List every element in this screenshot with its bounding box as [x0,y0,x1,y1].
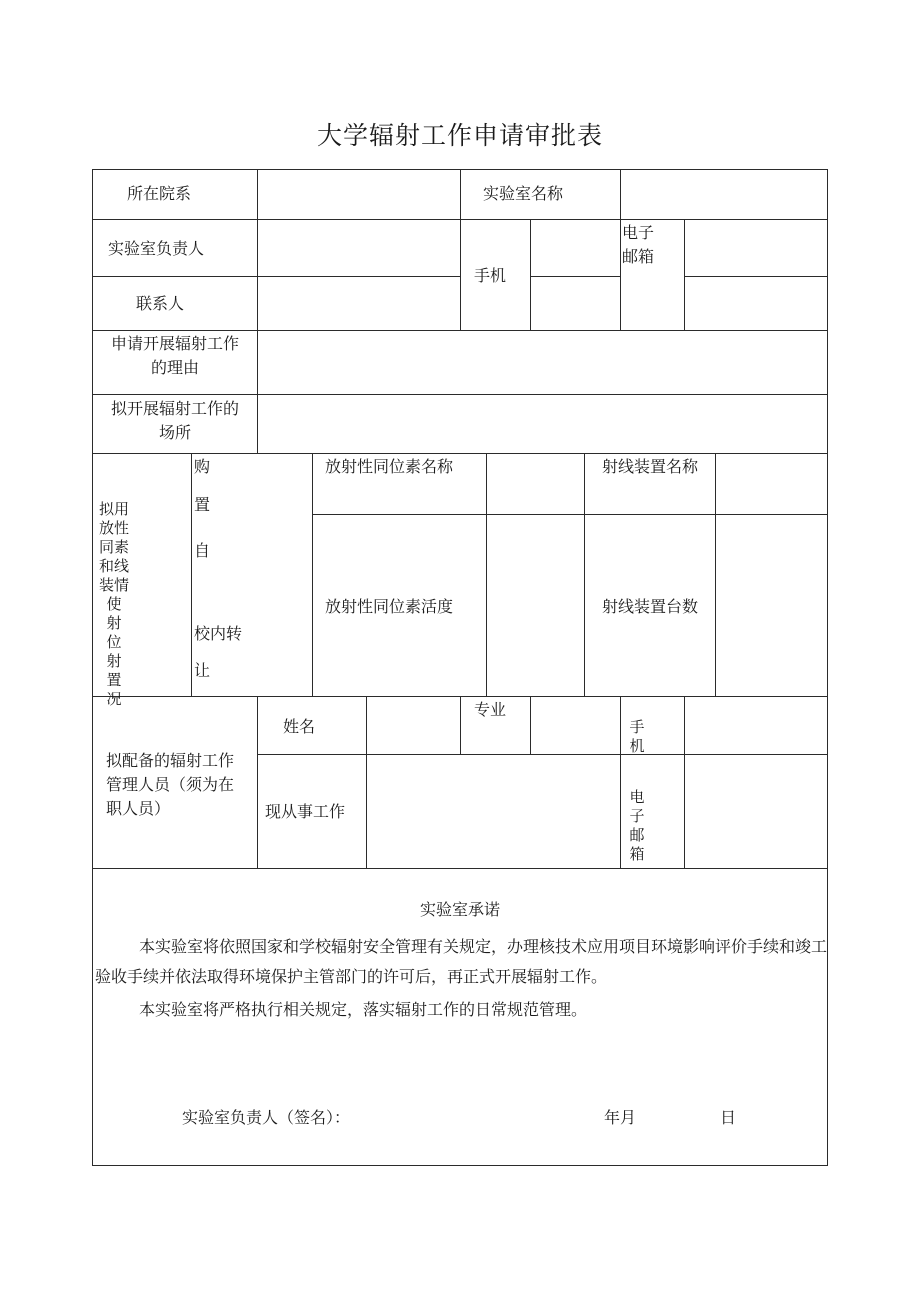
grid-line [620,169,621,331]
grid-line [191,453,192,697]
grid-line [684,276,828,277]
label-device-name: 射线装置名称 [602,457,699,476]
grid-line [92,276,461,277]
grid-line [684,219,685,331]
grid-line [312,453,313,697]
grid-line [684,696,685,869]
label-reason-line1: 申请开展辐射工作 [110,334,239,353]
label-staff-email: 电 子 邮 箱 [629,788,645,863]
pledge-year-month: 年月 [604,1108,637,1127]
pledge-paragraph-2: 本实验室将严格执行相关规定，落实辐射工作的日常规范管理。 [139,1000,588,1019]
grid-line [92,868,828,869]
grid-line [258,754,828,755]
grid-line [530,696,531,755]
grid-line [486,453,487,697]
source-transfer-1: 校内转 [194,624,243,643]
label-reason-line2: 的理由 [150,358,199,377]
grid-line [460,696,461,755]
label-lab-name: 实验室名称 [483,184,564,203]
label-isotope-name: 放射性同位素名称 [325,457,454,476]
grid-line [92,394,828,395]
label-isotope-activity: 放射性同位素活度 [325,597,454,616]
table-border-left [92,169,93,1166]
label-site-line1: 拟开展辐射工作的 [110,399,239,418]
staff-label-line3: 职人员） [106,799,171,818]
source-purchase-2: 置 [194,495,211,514]
grid-line [584,453,585,697]
label-staff-major: 专业 [474,700,507,719]
label-current-job: 现从事工作 [265,802,346,821]
label-contact: 联系人 [136,294,185,313]
source-purchase-1: 购 [194,457,211,476]
label-department: 所在院系 [127,184,192,203]
label-device-count: 射线装置台数 [602,597,699,616]
grid-line [530,276,621,277]
label-site-line2: 场所 [158,423,191,442]
grid-line [460,219,461,331]
source-transfer-2: 让 [194,661,211,680]
pledge-heading: 实验室承诺 [419,900,500,919]
staff-label-line2: 管理人员（须为在 [106,775,235,794]
table-border-bottom [92,1165,828,1166]
source-from: 自 [194,541,211,560]
grid-line [257,169,258,454]
pledge-day: 日 [720,1108,737,1127]
pledge-paragraph-1: 本实验室将依照国家和学校辐射安全管理有关规定，办理核技术应用项目环境影响评价手续和竣工验收手续并依法取得环境保护主管部门的许可后，再正式开展辐射工作。 [95,937,828,986]
usage-side-label: 拟用 放性 同素 和线 装情 使 射 位 射 置 况 [98,500,129,708]
grid-line [530,219,531,331]
label-email-line1: 电子 [622,223,655,242]
label-staff-name: 姓名 [283,717,316,736]
label-lab-head: 实验室负责人 [108,239,205,258]
grid-line [715,453,716,697]
page-title: 大学辐射工作申请审批表 [316,121,603,150]
grid-line [620,696,621,869]
grid-line [92,453,828,454]
label-email-line2: 邮箱 [622,247,655,266]
staff-label-line1: 拟配备的辐射工作 [106,751,235,770]
grid-line [312,514,828,515]
grid-line [257,696,258,869]
label-mobile: 手机 [474,266,507,285]
pledge-signature: 实验室负责人（签名）： [182,1108,351,1127]
label-staff-mobile: 手 机 [629,718,645,755]
grid-line [460,169,461,220]
grid-line [366,696,367,869]
